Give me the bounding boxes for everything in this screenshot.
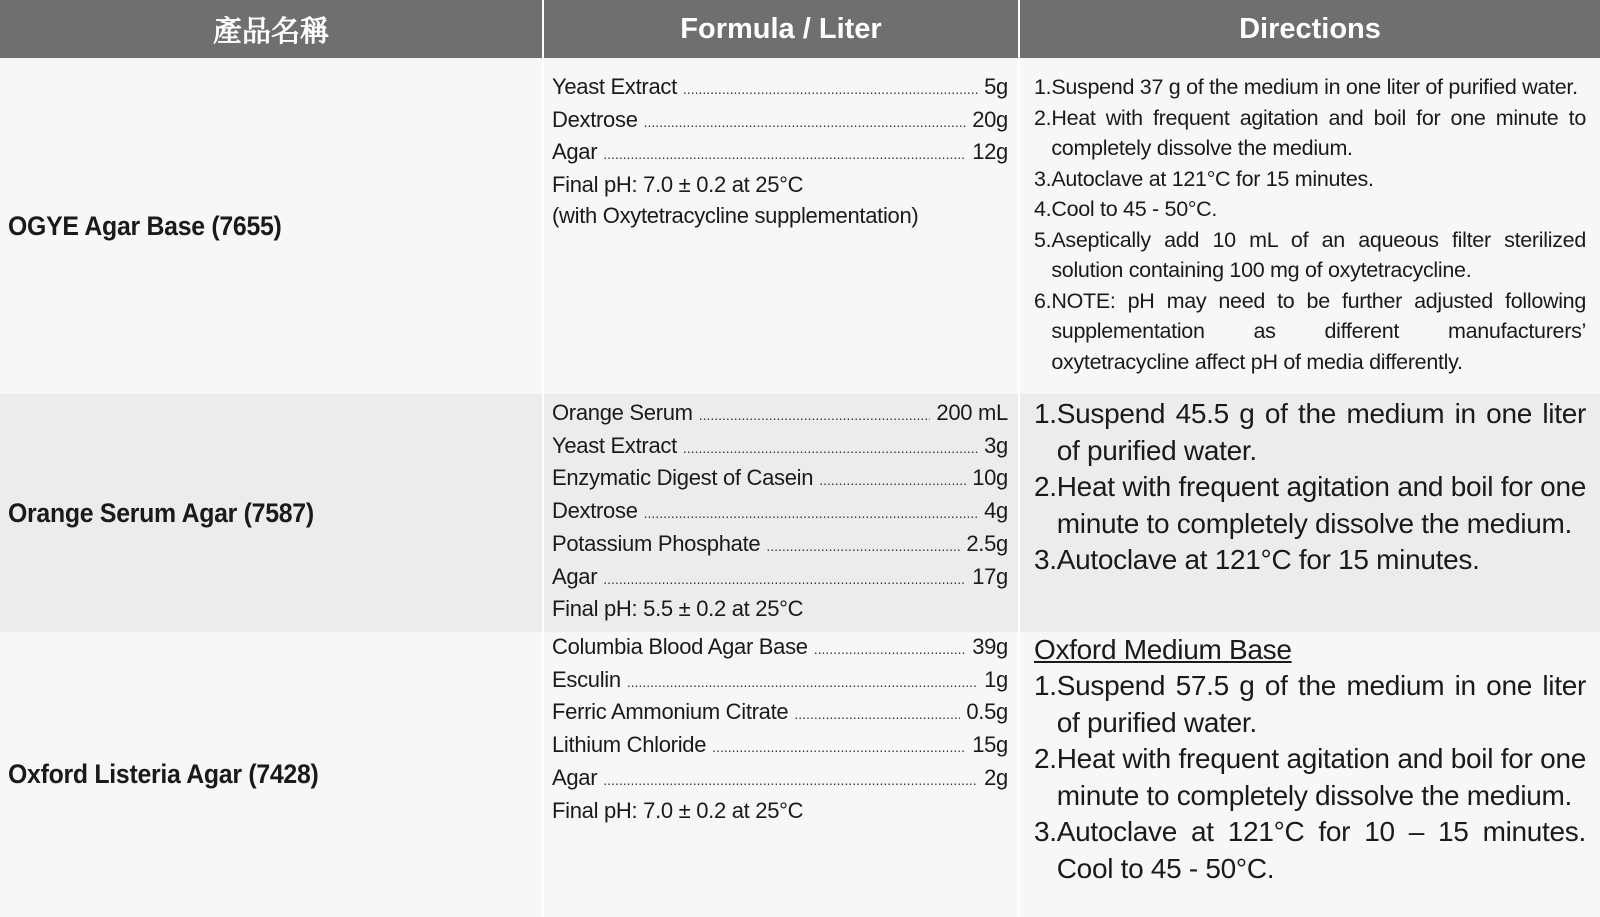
formula-note: (with Oxytetracycline supplementation): [552, 202, 919, 228]
step-number: 2.: [1034, 743, 1057, 774]
leader-dots: [766, 529, 960, 562]
header-formula: Formula / Liter: [544, 0, 1020, 58]
step-text: Autoclave at 121°C for 10 – 15 minutes. Cool to 45 - 50°C.: [1056, 816, 1586, 884]
step-text: NOTE: pH may need to be further adjusted following supplementation as different manufacturers’ oxytetracycline affect pH of media differently.: [1051, 288, 1586, 374]
step-text: Suspend 57.5 g of the medium in one liter of purified water.: [1056, 670, 1586, 738]
ingredient-amount: 17g: [972, 563, 1008, 589]
direction-step: [1034, 542, 1586, 579]
formula-line: [552, 463, 1008, 496]
formula-line: [552, 730, 1008, 763]
leader-dots: [794, 697, 960, 730]
table-row: [0, 58, 1600, 394]
direction-step: [1034, 286, 1586, 378]
ingredient-name: Ferric Ammonium Citrate: [552, 699, 789, 725]
formula-line: [552, 763, 1008, 796]
leader-dots: [644, 105, 967, 138]
step-text: Cool to 45 - 50°C.: [1051, 197, 1218, 221]
formula-line: [552, 697, 1008, 730]
step-text: Autoclave at 121°C for 15 minutes.: [1051, 166, 1374, 191]
direction-step: [1034, 668, 1586, 741]
leader-dots: [683, 72, 978, 105]
step-text: Heat with frequent agitation and boil for one minute to completely dissolve the medium.: [1051, 105, 1586, 160]
ingredient-name: Enzymatic Digest of Casein: [552, 465, 814, 491]
directions-cell: [1020, 394, 1600, 632]
product-cell: [0, 58, 544, 394]
direction-step: [1034, 396, 1586, 469]
step-text: Heat with frequent agitation and boil for one minute to completely dissolve the medium.: [1056, 471, 1586, 539]
step-text: Aseptically add 10 mL of an aqueous filter sterilized solution containing 100 mg of oxytetracycline.: [1051, 227, 1586, 282]
ingredient-name: Agar: [552, 139, 598, 165]
step-number: 3.: [1034, 166, 1052, 191]
ingredient-amount: 39g: [972, 634, 1008, 659]
ingredient-amount: 12g: [972, 139, 1008, 165]
final-ph: Final pH: 7.0 ± 0.2 at 25°C: [552, 797, 804, 823]
formula-line: [552, 496, 1008, 529]
product-name: OGYE Agar Base (7655): [8, 210, 282, 241]
formula-line: [552, 72, 1008, 105]
leader-dots: [819, 463, 966, 496]
table-row: [0, 394, 1600, 632]
formula-cell: [544, 58, 1020, 394]
ingredient-amount: 200 mL: [936, 400, 1008, 425]
header-directions: Directions: [1020, 0, 1600, 58]
ingredient-amount: 2g: [984, 764, 1008, 790]
formula-line: [552, 665, 1008, 698]
leader-dots: [603, 763, 978, 796]
direction-step: [1034, 72, 1586, 103]
step-text: Suspend 45.5 g of the medium in one liter of purified water.: [1056, 398, 1586, 466]
directions-cell: [1020, 632, 1600, 917]
ingredient-name: Lithium Chloride: [552, 732, 707, 758]
direction-step: [1034, 469, 1586, 542]
step-number: 1.: [1034, 398, 1057, 429]
product-name: Oxford Listeria Agar (7428): [8, 759, 319, 789]
formula-line: [552, 398, 1008, 431]
formula-line: [552, 105, 1008, 138]
ingredient-name: Columbia Blood Agar Base: [552, 634, 808, 659]
ingredient-amount: 1g: [984, 666, 1008, 692]
step-number: 3.: [1034, 816, 1057, 847]
leader-dots: [683, 431, 978, 464]
step-number: 1.: [1034, 670, 1057, 701]
formula-line: [552, 562, 1008, 595]
directions-cell: [1020, 58, 1600, 394]
ingredient-name: Agar: [552, 563, 598, 589]
ingredient-amount: 3g: [984, 432, 1008, 458]
ingredient-amount: 0.5g: [966, 699, 1008, 725]
ingredient-name: Dextrose: [552, 106, 638, 132]
product-cell: [0, 632, 544, 917]
step-number: 3.: [1034, 544, 1057, 575]
ingredient-amount: 10g: [972, 465, 1008, 491]
direction-step: [1034, 164, 1586, 195]
direction-step: [1034, 103, 1586, 164]
step-text: Autoclave at 121°C for 15 minutes.: [1056, 544, 1480, 575]
step-number: 6.: [1034, 288, 1052, 313]
step-number: 1.: [1034, 75, 1052, 99]
step-text: Suspend 37 g of the medium in one liter of purified water.: [1051, 75, 1578, 99]
directions-heading: Oxford Medium Base: [1034, 634, 1292, 665]
step-number: 5.: [1034, 227, 1052, 252]
formula-cell: [544, 632, 1020, 917]
ingredient-amount: 15g: [972, 732, 1008, 758]
ingredient-amount: 5g: [984, 74, 1008, 99]
leader-dots: [603, 562, 966, 595]
leader-dots: [644, 496, 978, 529]
product-name: Orange Serum Agar (7587): [8, 497, 314, 528]
formula-line: [552, 529, 1008, 562]
direction-step: [1034, 814, 1586, 887]
ingredient-amount: 20g: [972, 106, 1008, 132]
ingredient-name: Yeast Extract: [552, 74, 677, 99]
step-number: 2.: [1034, 471, 1057, 502]
step-number: 2.: [1034, 105, 1052, 130]
leader-dots: [814, 632, 966, 665]
product-cell: [0, 394, 544, 632]
ingredient-name: Dextrose: [552, 498, 638, 524]
ingredient-name: Potassium Phosphate: [552, 530, 761, 556]
direction-step: [1034, 741, 1586, 814]
table-header: [0, 0, 1600, 58]
step-text: Heat with frequent agitation and boil for one minute to completely dissolve the medium.: [1056, 743, 1586, 811]
ingredient-name: Orange Serum: [552, 400, 693, 425]
table-row: [0, 632, 1600, 917]
formula-line: [552, 632, 1008, 665]
ingredient-name: Yeast Extract: [552, 432, 677, 458]
leader-dots: [699, 398, 931, 431]
final-ph: Final pH: 5.5 ± 0.2 at 25°C: [552, 596, 804, 622]
leader-dots: [712, 730, 966, 763]
final-ph: Final pH: 7.0 ± 0.2 at 25°C: [552, 172, 804, 198]
header-product-name: 產品名稱: [0, 0, 544, 58]
formula-line: [552, 431, 1008, 464]
formula-line: [552, 137, 1008, 170]
ingredient-name: Agar: [552, 764, 598, 790]
ingredient-amount: 4g: [984, 498, 1008, 524]
direction-step: [1034, 225, 1586, 286]
leader-dots: [627, 665, 978, 698]
direction-step: [1034, 194, 1586, 225]
step-number: 4.: [1034, 197, 1052, 221]
ingredient-amount: 2.5g: [966, 530, 1008, 556]
formula-cell: [544, 394, 1020, 632]
leader-dots: [603, 137, 966, 170]
ingredient-name: Esculin: [552, 666, 621, 692]
